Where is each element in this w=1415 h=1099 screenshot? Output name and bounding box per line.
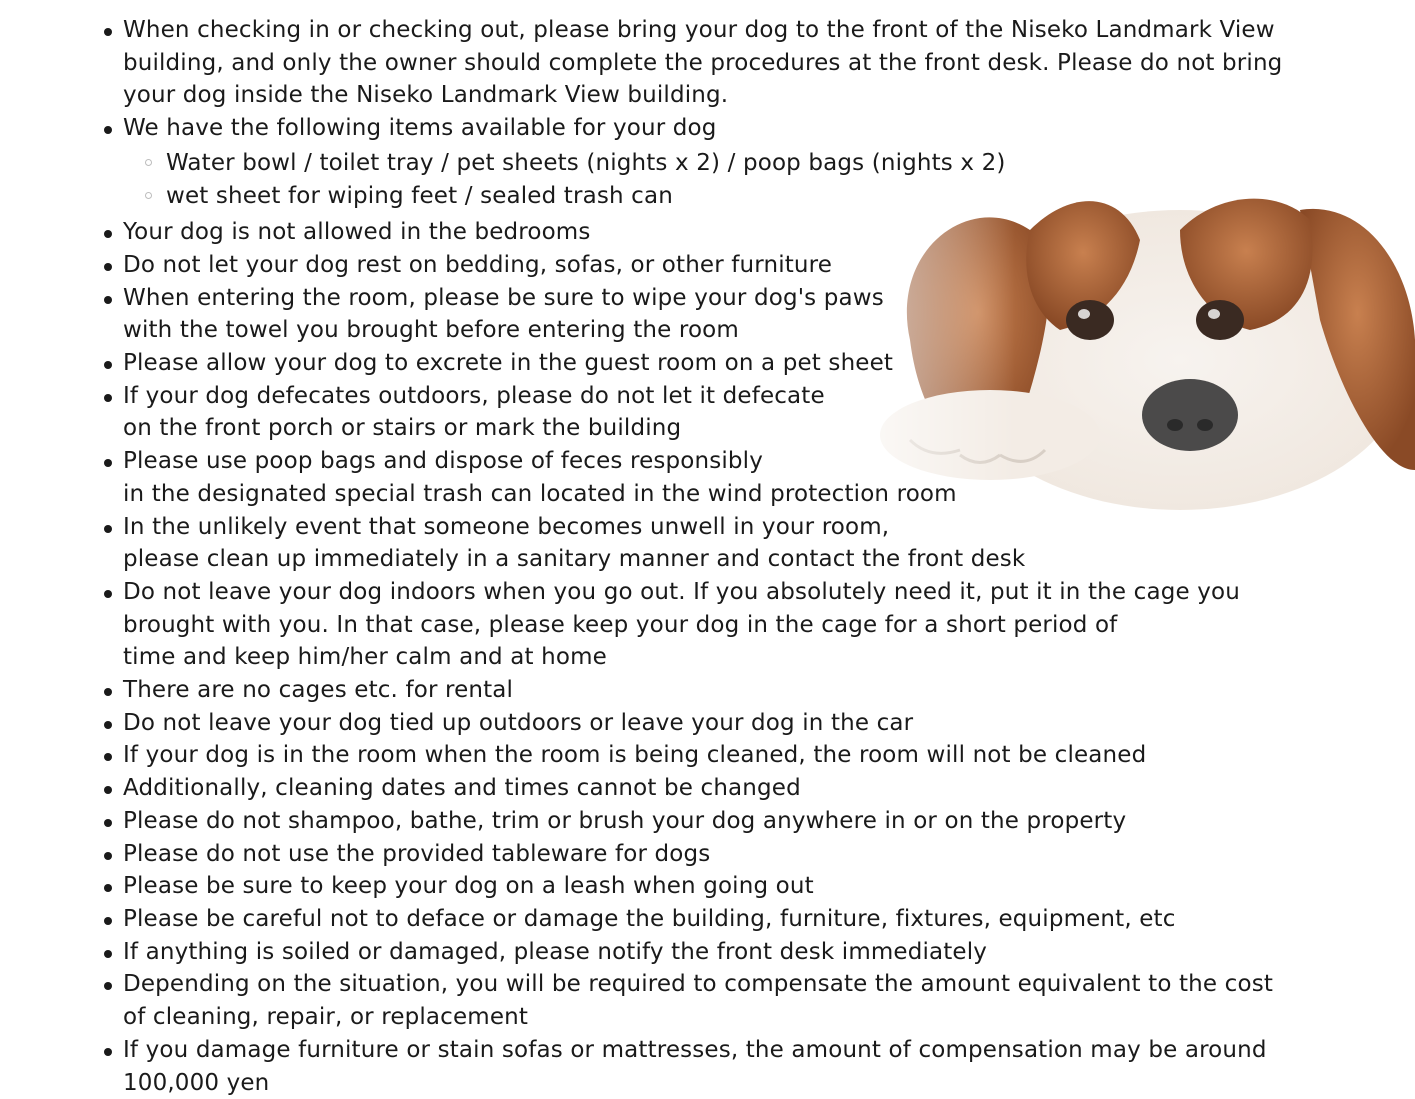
rule-text-line: There are no cages etc. for rental — [123, 674, 1315, 707]
sub-list-item — [123, 180, 1315, 213]
circle-bullet-icon — [145, 192, 152, 199]
rule-text-line: In the unlikely event that someone becomes unwell in your room, — [123, 511, 1315, 544]
rule-item — [0, 445, 1415, 510]
rule-text-line: 100,000 yen — [123, 1067, 1315, 1099]
rule-item — [0, 380, 1415, 445]
rule-item — [0, 112, 1415, 212]
bullet-icon — [104, 884, 112, 892]
rule-item — [0, 707, 1415, 740]
rule-text-line: Please allow your dog to excrete in the guest room on a pet sheet — [123, 347, 1315, 380]
rule-text-line: your dog inside the Niseko Landmark View building. — [123, 79, 1315, 112]
circle-bullet-icon — [145, 159, 152, 166]
rule-item — [0, 870, 1415, 903]
rule-item — [0, 216, 1415, 249]
rule-text-line: If you damage furniture or stain sofas or mattresses, the amount of compensation may be around — [123, 1034, 1315, 1067]
rule-item — [0, 1034, 1415, 1099]
rule-text-line: Do not let your dog rest on bedding, sofas, or other furniture — [123, 249, 1315, 282]
bullet-icon — [104, 688, 112, 696]
rule-text-line: Do not leave your dog indoors when you go out. If you absolutely need it, put it in the cage you — [123, 576, 1315, 609]
rule-item — [0, 674, 1415, 707]
bullet-icon — [104, 950, 112, 958]
rule-item — [0, 511, 1415, 576]
rule-text-line: We have the following items available for your dog — [123, 112, 1315, 145]
rule-item — [0, 739, 1415, 772]
rule-item — [0, 576, 1415, 674]
bullet-icon — [104, 525, 112, 533]
rule-text-line: in the designated special trash can located in the wind protection room — [123, 478, 1315, 511]
bullet-icon — [104, 296, 112, 304]
bullet-icon — [104, 721, 112, 729]
rule-item — [0, 347, 1415, 380]
rule-item — [0, 282, 1415, 347]
rule-text-line: Depending on the situation, you will be required to compensate the amount equivalent to the cost — [123, 968, 1315, 1001]
bullet-icon — [104, 590, 112, 598]
sub-list — [123, 147, 1315, 212]
rule-text-line: Please do not shampoo, bathe, trim or brush your dog anywhere in or on the property — [123, 805, 1315, 838]
rule-item — [0, 805, 1415, 838]
rule-text-line: building, and only the owner should complete the procedures at the front desk. Please do not bring — [123, 47, 1315, 80]
bullet-icon — [104, 263, 112, 271]
rule-text-line: If your dog is in the room when the room is being cleaned, the room will not be cleaned — [123, 739, 1315, 772]
rule-text-line: time and keep him/her calm and at home — [123, 641, 1315, 674]
rule-text-line: If your dog defecates outdoors, please do not let it defecate — [123, 380, 1315, 413]
rule-item — [0, 14, 1415, 112]
sub-list-item — [123, 147, 1315, 180]
rule-text-line: Do not leave your dog tied up outdoors or leave your dog in the car — [123, 707, 1315, 740]
bullet-icon — [104, 28, 112, 36]
rule-text-line: When entering the room, please be sure to wipe your dog's paws — [123, 282, 1315, 315]
rule-text-line: Please be sure to keep your dog on a leash when going out — [123, 870, 1315, 903]
rule-item — [0, 772, 1415, 805]
rule-text-line: Your dog is not allowed in the bedrooms — [123, 216, 1315, 249]
bullet-icon — [104, 852, 112, 860]
rule-text-line: with the towel you brought before entering the room — [123, 314, 1315, 347]
bullet-icon — [104, 459, 112, 467]
rule-text-line: on the front porch or stairs or mark the building — [123, 412, 1315, 445]
bullet-icon — [104, 126, 112, 134]
bullet-icon — [104, 917, 112, 925]
rule-item — [0, 249, 1415, 282]
rule-text-line: of cleaning, repair, or replacement — [123, 1001, 1315, 1034]
rule-text-line: Please use poop bags and dispose of feces responsibly — [123, 445, 1315, 478]
rule-text-line: brought with you. In that case, please keep your dog in the cage for a short period of — [123, 609, 1315, 642]
rule-item — [0, 936, 1415, 969]
bullet-icon — [104, 982, 112, 990]
bullet-icon — [104, 1048, 112, 1056]
rule-text-line: If anything is soiled or damaged, please notify the front desk immediately — [123, 936, 1315, 969]
rules-list — [0, 14, 1415, 1099]
rule-text-line: please clean up immediately in a sanitary manner and contact the front desk — [123, 543, 1315, 576]
bullet-icon — [104, 786, 112, 794]
rule-text-line: Please be careful not to deface or damage the building, furniture, fixtures, equipment, etc — [123, 903, 1315, 936]
rule-text-line: Please do not use the provided tableware for dogs — [123, 838, 1315, 871]
bullet-icon — [104, 753, 112, 761]
rule-text-line: Additionally, cleaning dates and times cannot be changed — [123, 772, 1315, 805]
bullet-icon — [104, 361, 112, 369]
bullet-icon — [104, 230, 112, 238]
rule-item — [0, 903, 1415, 936]
bullet-icon — [104, 394, 112, 402]
rule-item — [0, 838, 1415, 871]
rule-text-line: When checking in or checking out, please bring your dog to the front of the Niseko Landmark View — [123, 14, 1315, 47]
sub-item-text: wet sheet for wiping feet / sealed trash can — [166, 183, 673, 209]
sub-item-text: Water bowl / toilet tray / pet sheets (nights x 2) / poop bags (nights x 2) — [166, 150, 1005, 176]
bullet-icon — [104, 819, 112, 827]
rule-item — [0, 968, 1415, 1033]
